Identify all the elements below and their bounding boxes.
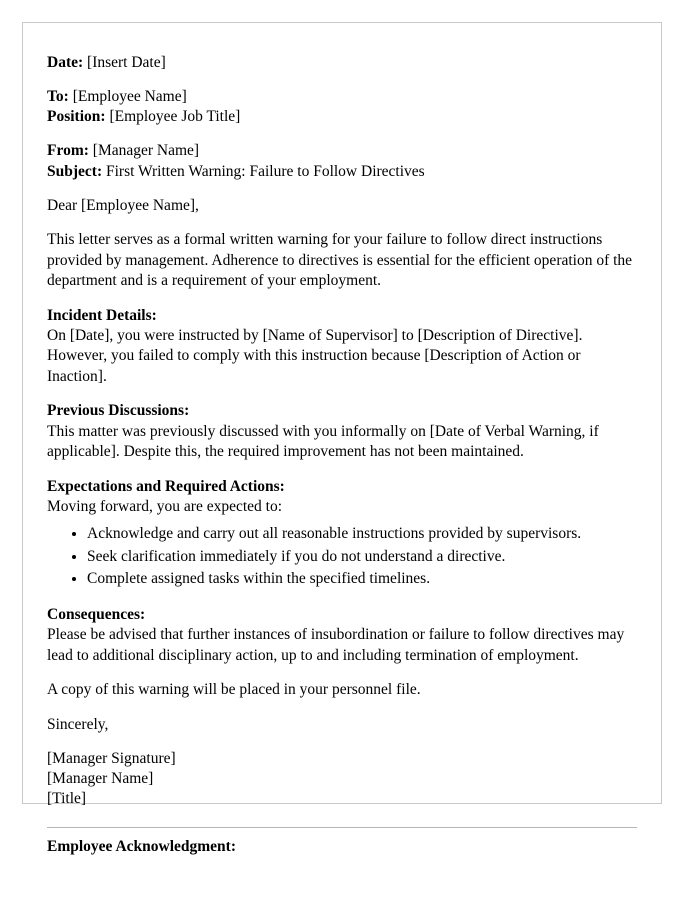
position-label: Position: xyxy=(47,108,106,126)
from-line xyxy=(47,141,637,161)
to-line xyxy=(47,87,637,107)
to-value: [Employee Name] xyxy=(72,88,187,106)
list-item: • Acknowledge and carry out all reasonable instructions provided by supervisors. xyxy=(87,523,637,545)
list-item: • Seek clarification immediately if you do not understand a directive. xyxy=(87,546,637,568)
subject-label: Subject: xyxy=(47,162,103,180)
consequences-heading: Consequences: xyxy=(47,605,146,623)
date-value: [Insert Date] xyxy=(87,54,166,71)
manager-signature-line: [Manager Signature] xyxy=(47,749,176,767)
date-field xyxy=(47,53,637,73)
expectations-list xyxy=(47,523,637,590)
manager-title-line: [Title] xyxy=(47,790,87,808)
manager-name-line: [Manager Name] xyxy=(47,770,154,788)
previous-discussions-heading: Previous Discussions: xyxy=(47,402,190,420)
expectations-heading: Expectations and Required Actions: xyxy=(47,477,285,495)
personnel-file-note: A copy of this warning will be placed in your personnel file. xyxy=(47,681,421,699)
incident-details-heading: Incident Details: xyxy=(47,306,157,324)
from-label: From: xyxy=(47,142,89,160)
section-divider xyxy=(47,827,637,828)
to-label: To: xyxy=(47,88,69,106)
document-body xyxy=(23,23,661,856)
subject-line xyxy=(47,162,637,182)
intro-paragraph: This letter serves as a formal written warning for your failure to follow direct instructions provided by management. Adherence to directives is essential for the efficient operation of the department and is a requirement of your employment. xyxy=(47,231,633,290)
list-item: • Complete assigned tasks within the specified timelines. xyxy=(87,568,637,590)
signature-block xyxy=(47,749,637,809)
closing: Sincerely, xyxy=(47,715,109,733)
incident-details-body: On [Date], you were instructed by [Name of Supervisor] to [Description of Directive]. However, you failed to comply with this instruction because [Description of Action or Inaction]. xyxy=(47,326,583,385)
consequences-body: Please be advised that further instances of insubordination or failure to follow directives may lead to additional disciplinary action, up to and including termination of employment. xyxy=(47,626,625,664)
previous-discussions-body: This matter was previously discussed with you informally on [Date of Verbal Warning, if applicable]. Despite this, the required improvement has not been maintained. xyxy=(47,422,599,461)
position-line xyxy=(47,107,637,127)
document-page xyxy=(22,22,662,856)
subject-value: First Written Warning: Failure to Follow Directives xyxy=(105,162,425,180)
sender-field-group xyxy=(47,141,637,181)
date-label: Date: xyxy=(47,54,84,71)
salutation: Dear [Employee Name], xyxy=(47,196,199,214)
expectations-lead-in: Moving forward, you are expected to: xyxy=(47,498,283,516)
from-value: [Manager Name] xyxy=(92,142,200,160)
date-line xyxy=(47,53,637,73)
employee-acknowledgment-heading: Employee Acknowledgment: xyxy=(47,838,237,856)
position-value: [Employee Job Title] xyxy=(109,108,241,126)
recipient-field-group xyxy=(47,87,637,127)
